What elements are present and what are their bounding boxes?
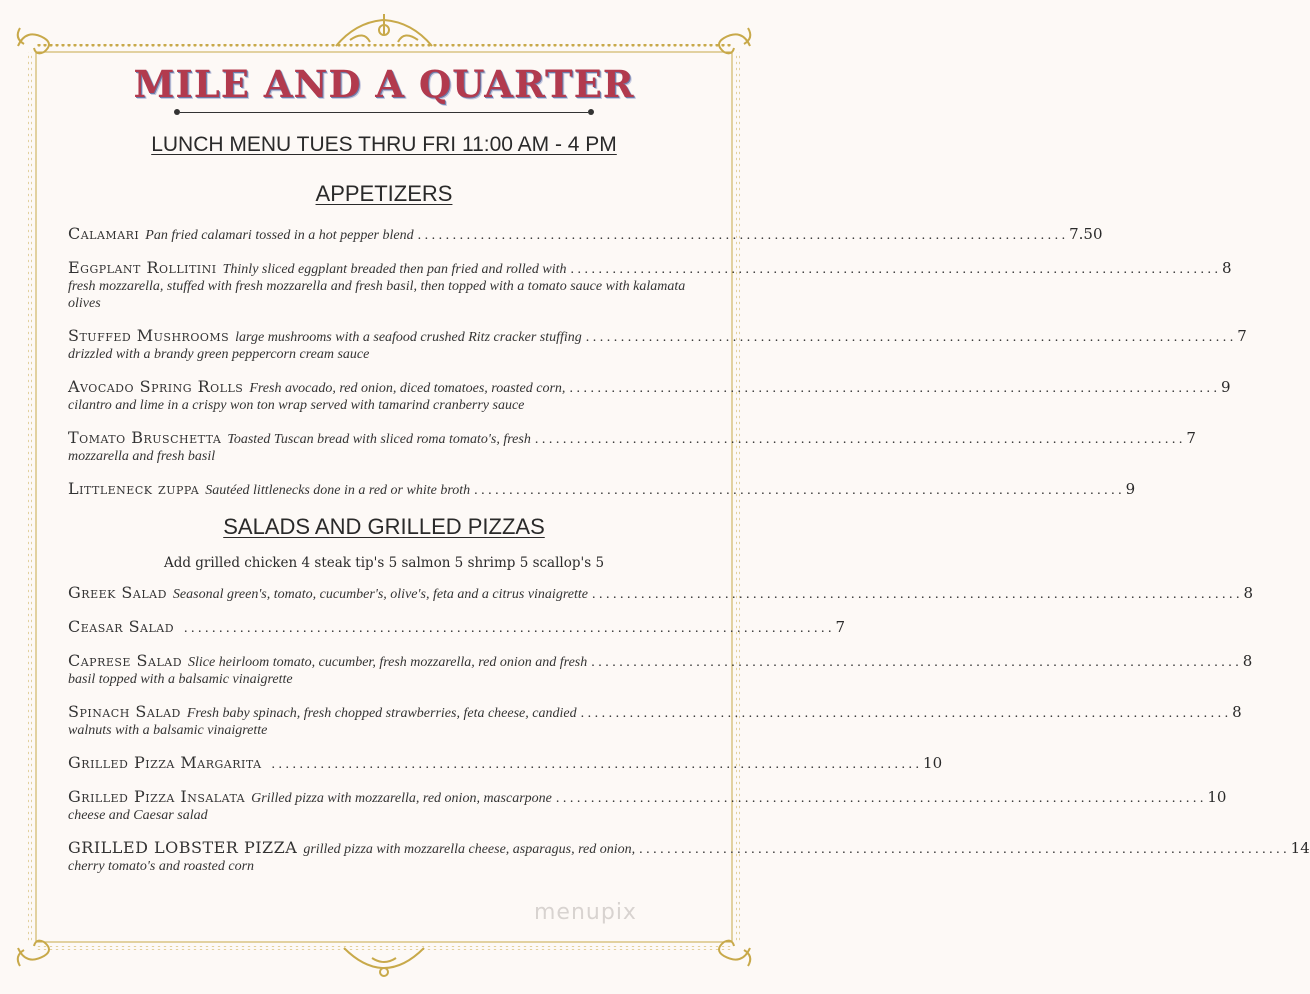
menu-item-description: Seasonal green's, tomato, cucumber's, olive's, feta and a citrus vinaigrette xyxy=(172,587,588,602)
menu-item-name: GRILLED LOBSTER PIZZA xyxy=(68,838,298,857)
leader-dots xyxy=(184,619,832,637)
menu-item-price: 8 xyxy=(1232,703,1242,721)
leader-dots xyxy=(592,585,1240,603)
menu-item xyxy=(68,479,1136,499)
menu-item-description-continued: cherry tomato's and roasted corn xyxy=(68,859,255,874)
leader-dots xyxy=(639,840,1287,858)
menu-item-price: 7 xyxy=(1237,327,1247,345)
menu-item-line xyxy=(68,617,846,637)
menu-item-price: 8 xyxy=(1243,584,1253,602)
menu-item-price: 8 xyxy=(1222,259,1232,277)
menu-item-price: 7 xyxy=(1186,429,1196,447)
menu-item-description-continued: cheese and Caesar salad xyxy=(68,808,208,823)
menu-item-description-continued: cilantro and lime in a crispy won ton wrap served with tamarind cranberry sauce xyxy=(68,398,525,413)
menu-item-name: Stuffed Mushrooms xyxy=(68,326,230,345)
menu-subtitle xyxy=(68,132,700,158)
menu-content xyxy=(68,60,1310,889)
rule-dot-right xyxy=(588,109,594,115)
menu-item-description: Grilled pizza with mozzarella, red onion, mascarpone xyxy=(251,791,552,806)
menu-subtitle-text: LUNCH MENU TUES THRU FRI 11:00 AM - 4 PM xyxy=(151,133,617,156)
menu-item-description: grilled pizza with mozzarella cheese, asparagus, red onion, xyxy=(303,842,636,857)
leader-dots xyxy=(474,481,1122,499)
leader-dots xyxy=(272,755,920,773)
menu-item-line xyxy=(68,651,1253,671)
menu-item xyxy=(68,651,1253,688)
menu-item-description: Fresh avocado, red onion, diced tomatoes, roasted corn, xyxy=(249,381,566,396)
menu-item-name: Avocado Spring Rolls xyxy=(68,377,244,396)
menu-item-name: Littleneck zuppa xyxy=(68,479,200,498)
menu-item xyxy=(68,617,846,637)
menu-item-description: Pan fried calamari tossed in a hot pepper blend xyxy=(145,228,414,243)
leader-dots xyxy=(418,226,1066,244)
menu-item-description: large mushrooms with a seafood crushed Ritz cracker stuffing xyxy=(235,330,582,345)
menu-item xyxy=(68,753,943,773)
restaurant-title: MILE AND A QUARTER xyxy=(133,62,635,106)
menu-item-line xyxy=(68,479,1136,499)
menu-item-line xyxy=(68,224,1103,244)
menu-item xyxy=(68,428,1196,465)
menu-item-name: Greek Salad xyxy=(68,583,167,602)
menu-item-description: Slice heirloom tomato, cucumber, fresh mozzarella, red onion and fresh xyxy=(188,655,588,670)
menu-item xyxy=(68,583,1253,603)
watermark: menupix xyxy=(534,900,637,925)
menu-item-name: Grilled Pizza Insalata xyxy=(68,787,246,806)
menu-item xyxy=(68,787,1227,824)
menu-item-name: Grilled Pizza Margarita xyxy=(68,753,262,772)
menu-item-price: 10 xyxy=(1207,788,1227,806)
menu-item-line xyxy=(68,702,1242,722)
menu-item-description-continued: walnuts with a balsamic vinaigrette xyxy=(68,723,268,738)
menu-item-line xyxy=(68,377,1231,397)
addons-line: Add grilled chicken 4 steak tip's 5 salmon 5 shrimp 5 scallop's 5 xyxy=(163,555,605,571)
menu-item-price: 7.50 xyxy=(1069,225,1103,243)
menu-item-description: Sautéed littlenecks done in a red or white broth xyxy=(205,483,471,498)
title-rule xyxy=(174,108,594,118)
menu-item xyxy=(68,326,1247,363)
menu-item-price: 10 xyxy=(923,754,943,772)
leader-dots xyxy=(591,653,1239,671)
menu-item-description: Fresh baby spinach, fresh chopped strawberries, feta cheese, candied xyxy=(186,706,577,721)
leader-dots xyxy=(581,704,1229,722)
menu-item-description: Toasted Tuscan bread with sliced roma tomato's, fresh xyxy=(227,432,531,447)
salads-heading: SALADS AND GRILLED PIZZAS xyxy=(223,514,545,539)
menu-item-price: 14 xyxy=(1290,839,1310,857)
menu-item-line xyxy=(68,753,943,773)
menu-item-name: Ceasar Salad xyxy=(68,617,175,636)
menu-item-line xyxy=(68,428,1196,448)
menu-item-description-continued: basil topped with a balsamic vinaigrette xyxy=(68,672,293,687)
menu-item-line xyxy=(68,326,1247,346)
leader-dots xyxy=(556,789,1204,807)
menu-item xyxy=(68,838,1310,875)
menu-item-line xyxy=(68,258,1232,278)
menu-item-price: 9 xyxy=(1125,480,1136,498)
menu-item-description-continued: fresh mozzarella, stuffed with fresh mozzarella and fresh basil, then topped with a tomato sauce with kalamata olives xyxy=(68,279,686,311)
appetizers-heading: APPETIZERS xyxy=(315,181,453,206)
menu-item-name: Tomato Bruschetta xyxy=(68,428,222,447)
menu-item xyxy=(68,258,1232,312)
menu-item-description-continued: mozzarella and fresh basil xyxy=(68,449,216,464)
menu-item xyxy=(68,377,1231,414)
menu-item-name: Eggplant Rollitini xyxy=(68,258,217,277)
menu-item xyxy=(68,702,1242,739)
menu-item-price: 9 xyxy=(1220,378,1231,396)
menu-item-price: 8 xyxy=(1242,652,1253,670)
menu-item-name: Caprese Salad xyxy=(68,651,183,670)
menu-item xyxy=(68,224,1103,244)
leader-dots xyxy=(535,430,1183,448)
menu-item-name: Calamari xyxy=(68,224,140,243)
leader-dots xyxy=(569,379,1217,397)
menu-item-line xyxy=(68,838,1310,858)
leader-dots xyxy=(571,260,1219,278)
leader-dots xyxy=(586,328,1234,346)
rule-line xyxy=(180,112,588,113)
appetizers-list xyxy=(68,224,1247,499)
menu-item-price: 7 xyxy=(835,618,846,636)
menu-item-line xyxy=(68,787,1227,807)
menu-item-name: Spinach Salad xyxy=(68,702,181,721)
menu-item-description: Thinly sliced eggplant breaded then pan fried and rolled with xyxy=(222,262,567,277)
menu-item-description-continued: drizzled with a brandy green peppercorn cream sauce xyxy=(68,347,370,362)
salads-list xyxy=(68,583,1310,875)
menu-item-line xyxy=(68,583,1253,603)
